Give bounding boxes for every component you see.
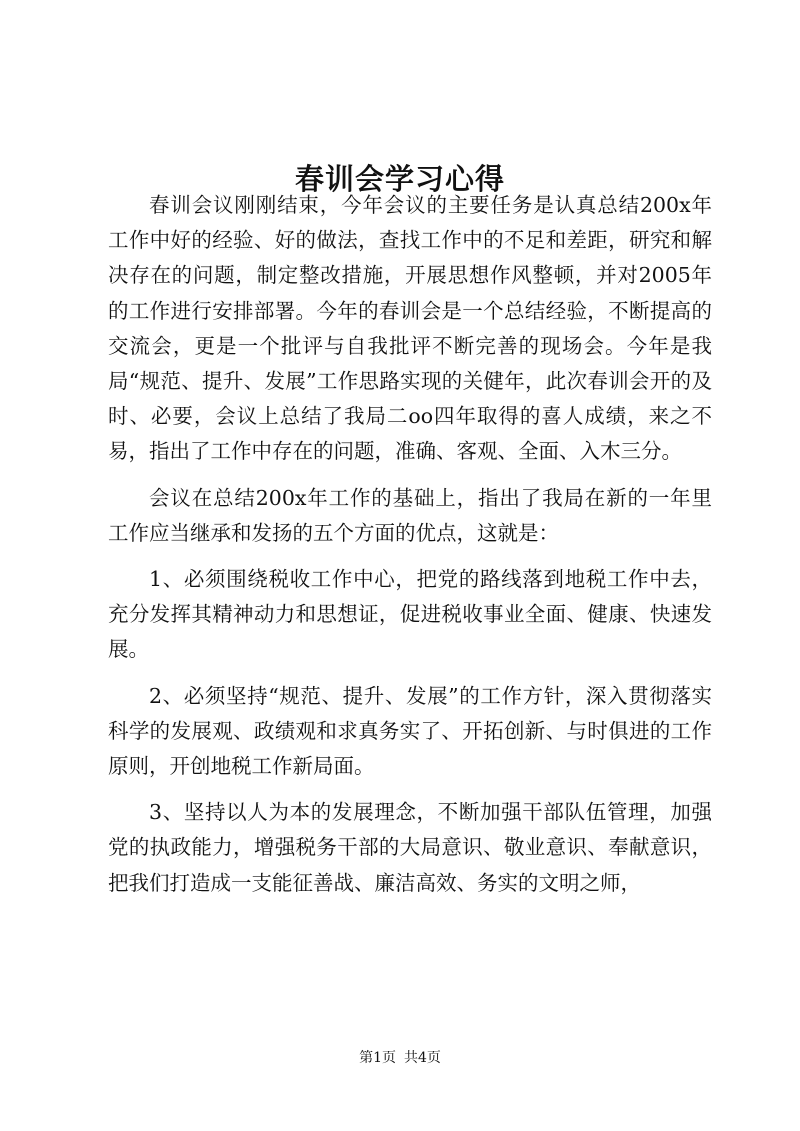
paragraph: 会议在总结200x年工作的基础上，指出了我局在新的一年里工作应当继承和发扬的五个方面的优点，这就是： — [108, 485, 712, 545]
paragraph: 春训会议刚刚结束，今年会议的主要任务是认真总结200x年工作中好的经验、好的做法，查找工作中的不足和差距，研究和解决存在的问题，制定整改措施，开展思想作风整顿，并对2005年的工作进行安排部署。今年的春训会是一个总结经验，不断提高的交流会，更是一个批评与自我批评不断完善的现场会。今年是我局“规范、提升、发展”工作思路实现的关健年，此次春训会开的及时、必要，会议上总结了我局二oo四年取得的喜人成绩，来之不易，指出了工作中存在的问题，准确、客观、全面、入木三分。 — [108, 193, 712, 464]
page-footer — [0, 1048, 800, 1068]
document-body — [108, 188, 712, 912]
paragraph: 1、必须围绕税收工作中心，把党的路线落到地税工作中去，充分发挥其精神动力和思想证，促进税收事业全面、健康、快速发展。 — [108, 567, 712, 662]
paragraph: 2、必须坚持“规范、提升、发展”的工作方针，深入贯彻落实科学的发展观、政绩观和求真务实了、开拓创新、与时俱进的工作原则，开创地税工作新局面。 — [108, 683, 712, 779]
page-total: 共4页 — [404, 1050, 441, 1066]
document-title: 春训会学习心得 — [294, 162, 505, 197]
paragraph: 3、坚持以人为本的发展理念，不断加强干部队伍管理，加强党的执政能力，增强税务干部的大局意识、敬业意识、奉献意识，把我们打造成一支能征善战、廉洁高效、务实的文明之师， — [108, 800, 712, 895]
page-number: 第1页 — [359, 1050, 396, 1066]
